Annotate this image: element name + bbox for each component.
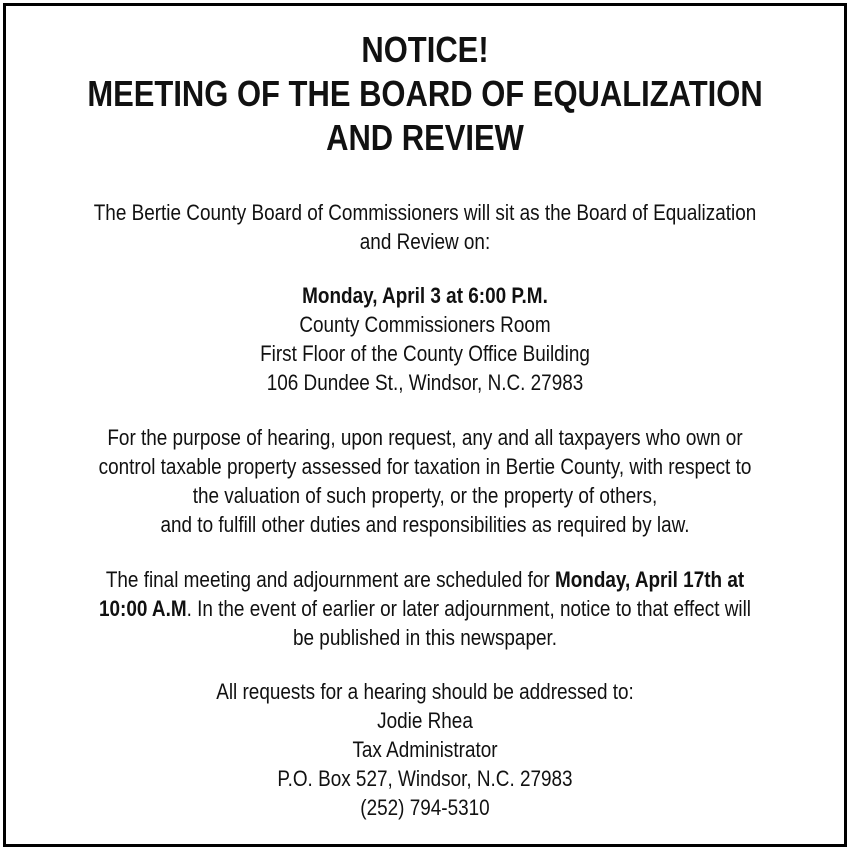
final-line-2-rest: . In the event of earlier or later adjournment, notice to that effect will [186, 596, 752, 621]
purpose-line-3: the valuation of such property, or the property of others, [192, 483, 658, 508]
headline-line-3: AND REVIEW [326, 117, 524, 158]
intro-paragraph [65, 198, 786, 256]
meeting-floor: First Floor of the County Office Building [260, 341, 590, 366]
requests-intro: All requests for a hearing should be addressed to: [216, 679, 634, 704]
meeting-details [65, 281, 786, 397]
notice-headline [65, 28, 786, 160]
final-line-1-prefix: The final meeting and adjournment are scheduled for [105, 567, 555, 592]
purpose-line-2: control taxable property assessed for taxation in Bertie County, with respect to [98, 454, 752, 479]
contact-phone: (252) 794-5310 [360, 795, 490, 820]
headline-line-1: NOTICE! [361, 29, 489, 70]
requests-contact [65, 677, 786, 822]
intro-line-1: The Bertie County Board of Commissioners will sit as the Board of Equalization [93, 200, 757, 225]
contact-title: Tax Administrator [352, 737, 498, 762]
final-line-1 [65, 565, 786, 594]
contact-name: Jodie Rhea [377, 708, 473, 733]
final-meeting-paragraph [65, 565, 786, 652]
meeting-datetime: Monday, April 3 at 6:00 P.M. [302, 283, 548, 308]
final-time: 10:00 A.M [98, 596, 187, 621]
contact-address: P.O. Box 527, Windsor, N.C. 27983 [277, 766, 573, 791]
final-date: Monday, April 17th at [554, 567, 745, 592]
intro-line-2: and Review on: [359, 229, 491, 254]
purpose-line-1: For the purpose of hearing, upon request, any and all taxpayers who own or [107, 425, 743, 450]
final-line-2 [65, 594, 786, 623]
meeting-address: 106 Dundee St., Windsor, N.C. 27983 [266, 370, 584, 395]
purpose-paragraph [65, 423, 786, 539]
meeting-room: County Commissioners Room [299, 312, 551, 337]
final-line-3: be published in this newspaper. [292, 625, 558, 650]
notice-box [3, 3, 847, 847]
purpose-line-4: and to fulfill other duties and responsibilities as required by law. [160, 512, 690, 537]
headline-line-2: MEETING OF THE BOARD OF EQUALIZATION [87, 73, 763, 114]
